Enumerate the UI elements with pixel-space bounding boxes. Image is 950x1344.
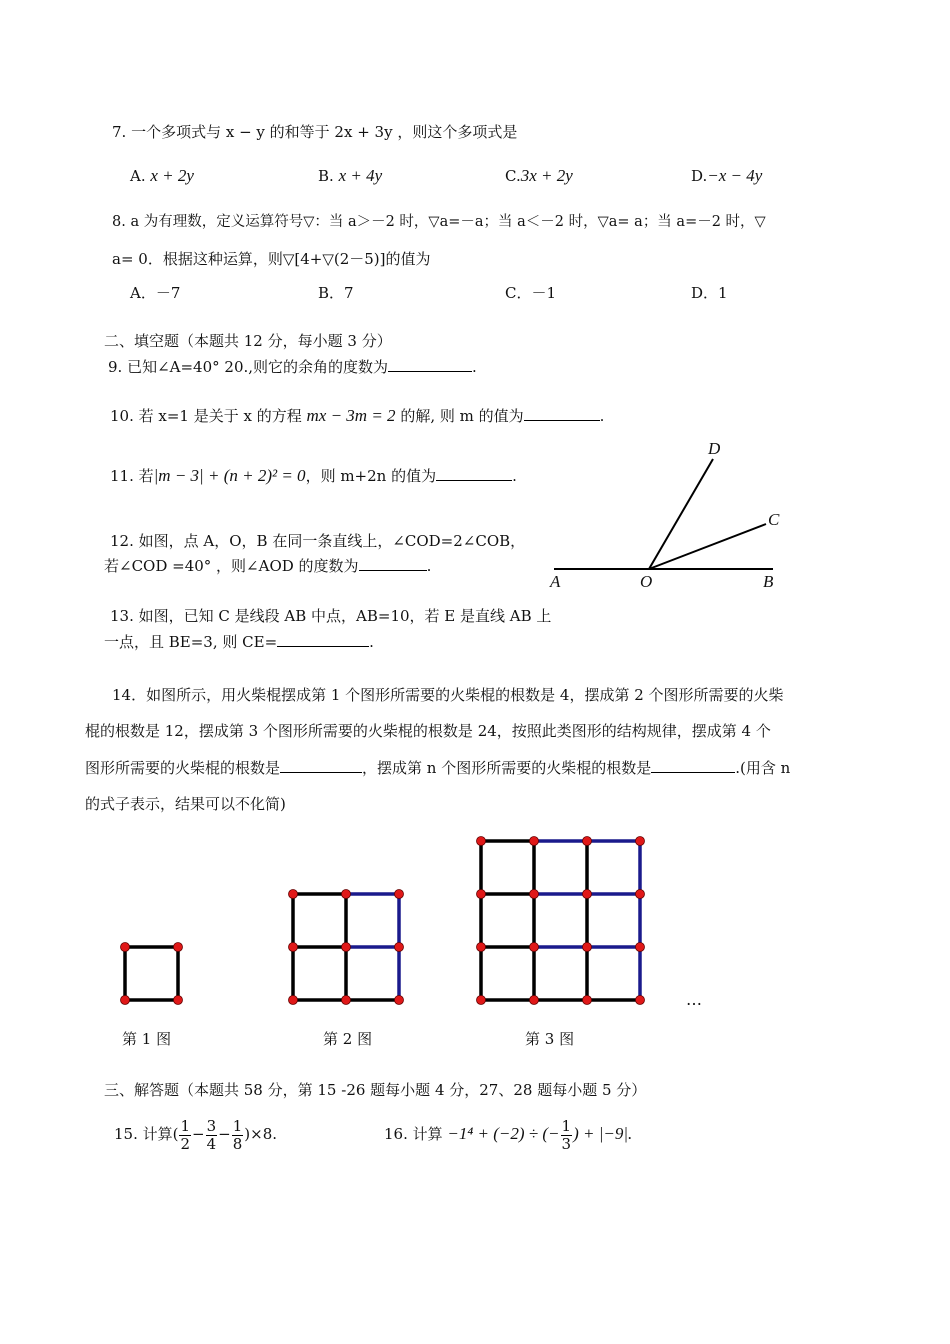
joint-dot [477,996,486,1005]
joint-dot [636,837,645,846]
joint-dot [477,943,486,952]
joint-dot [395,943,404,952]
q7-option-d: D.−x − 4y [691,166,763,185]
q14-line1: 14．如图所示，用火柴棍摆成第 1 个图形所需要的火柴棍的根数是 4，摆成第 2 个图形所需要的火柴 [112,686,784,704]
joint-dot [530,996,539,1005]
joint-dot [342,996,351,1005]
q10: 10. 若 x=1 是关于 x 的方程 mx − 3m = 2 的解, 则 m 的值为 . [110,406,605,425]
joint-dot [583,890,592,899]
caption-figure-1: 第 1 图 [122,1030,172,1048]
joint-dot [477,890,486,899]
q9: 9. 已知∠A=40° 20.,则它的余角的度数为 . [108,358,477,376]
joint-dot [583,943,592,952]
joint-dot [477,837,486,846]
q14-line4: 的式子表示，结果可以不化简) [85,795,286,813]
q11: 11. 若|m − 3| + (n + 2)² = 0，则 m+2n 的值为 . [110,466,517,485]
joint-dot [289,890,298,899]
q14-line3: 图形所需要的火柴棍的根数是 ，摆成第 n 个图形所需要的火柴棍的根数是 .(用含 n [85,759,791,777]
joint-dot [583,837,592,846]
figure-ellipsis: … [686,990,702,1009]
joint-dot [174,943,183,952]
joint-dot [530,890,539,899]
q8-option-a: A．－7 [130,284,181,302]
q8-option-b: B．7 [318,284,354,302]
joint-dot [121,996,130,1005]
q15: 15. 计算( $\frac{1}{2}$ − $\frac{3}{4}$ − $\frac{1}{8}$ )×8. [114,1116,278,1153]
joint-dot [583,996,592,1005]
joint-dot [174,996,183,1005]
figure-1 [121,943,183,1005]
q8-line1: 8. a 为有理数，定义运算符号▽：当 a＞－2 时，▽a=－a；当 a＜－2 时，▽a= a；当 a=－2 时，▽ [112,214,766,230]
joint-dot [636,943,645,952]
section3-heading: 三、解答题（本题共 58 分，第 15 -26 题每小题 4 分，27、28 题每小题 5 分） [104,1081,647,1099]
figure-2 [289,890,404,1005]
label-o: O [640,572,653,591]
q7-stem: 7. 一个多项式与 x − y 的和等于 2x + 3y ，则这个多项式是 [112,123,518,141]
joint-dot [636,890,645,899]
q7-option-c: C.3x + 2y [505,166,573,185]
joint-dot [342,890,351,899]
q12-line1: 12. 如图，点 A，O，B 在同一条直线上，∠COD=2∠COB， [110,532,526,550]
label-d: D [708,439,721,458]
caption-figure-3: 第 3 图 [525,1030,575,1048]
q7-option-b: B. x + 4y [318,166,383,185]
q8-option-c: C．－1 [505,284,557,302]
q12-line2: 若∠COD =40° ，则∠AOD 的度数为 . [104,557,432,575]
q14-line2: 棍的根数是 12，摆成第 3 个图形所需要的火柴棍的根数是 24，按照此类图形的结构规律，摆成第 4 个 [85,722,771,740]
joint-dot [289,943,298,952]
joint-dot [342,943,351,952]
joint-dot [121,943,130,952]
label-b: B [763,572,774,591]
q8-option-d: D．1 [691,284,728,302]
caption-figure-2: 第 2 图 [323,1030,373,1048]
label-c: C [768,510,780,529]
q13-line2: 一点，且 BE=3, 则 CE= . [104,633,374,651]
figure-3 [477,837,645,1005]
joint-dot [530,837,539,846]
joint-dot [289,996,298,1005]
joint-dot [395,890,404,899]
label-a: A [550,572,561,591]
joint-dot [395,996,404,1005]
q8-line2: a= 0．根据这种运算，则▽[4+▽(2－5)]的值为 [112,250,431,268]
section2-heading: 二、填空题（本题共 12 分，每小题 3 分） [104,332,392,350]
q13-line1: 13. 如图，已知 C 是线段 AB 中点，AB=10，若 E 是直线 AB 上 [110,607,552,625]
joint-dot [530,943,539,952]
joint-dot [636,996,645,1005]
q16: 16. 计算 −1⁴ + (−2) ÷ (− $\frac{1}{3}$ ) + |−9|. [384,1116,633,1153]
q7-option-a: A. x + 2y [130,166,194,185]
